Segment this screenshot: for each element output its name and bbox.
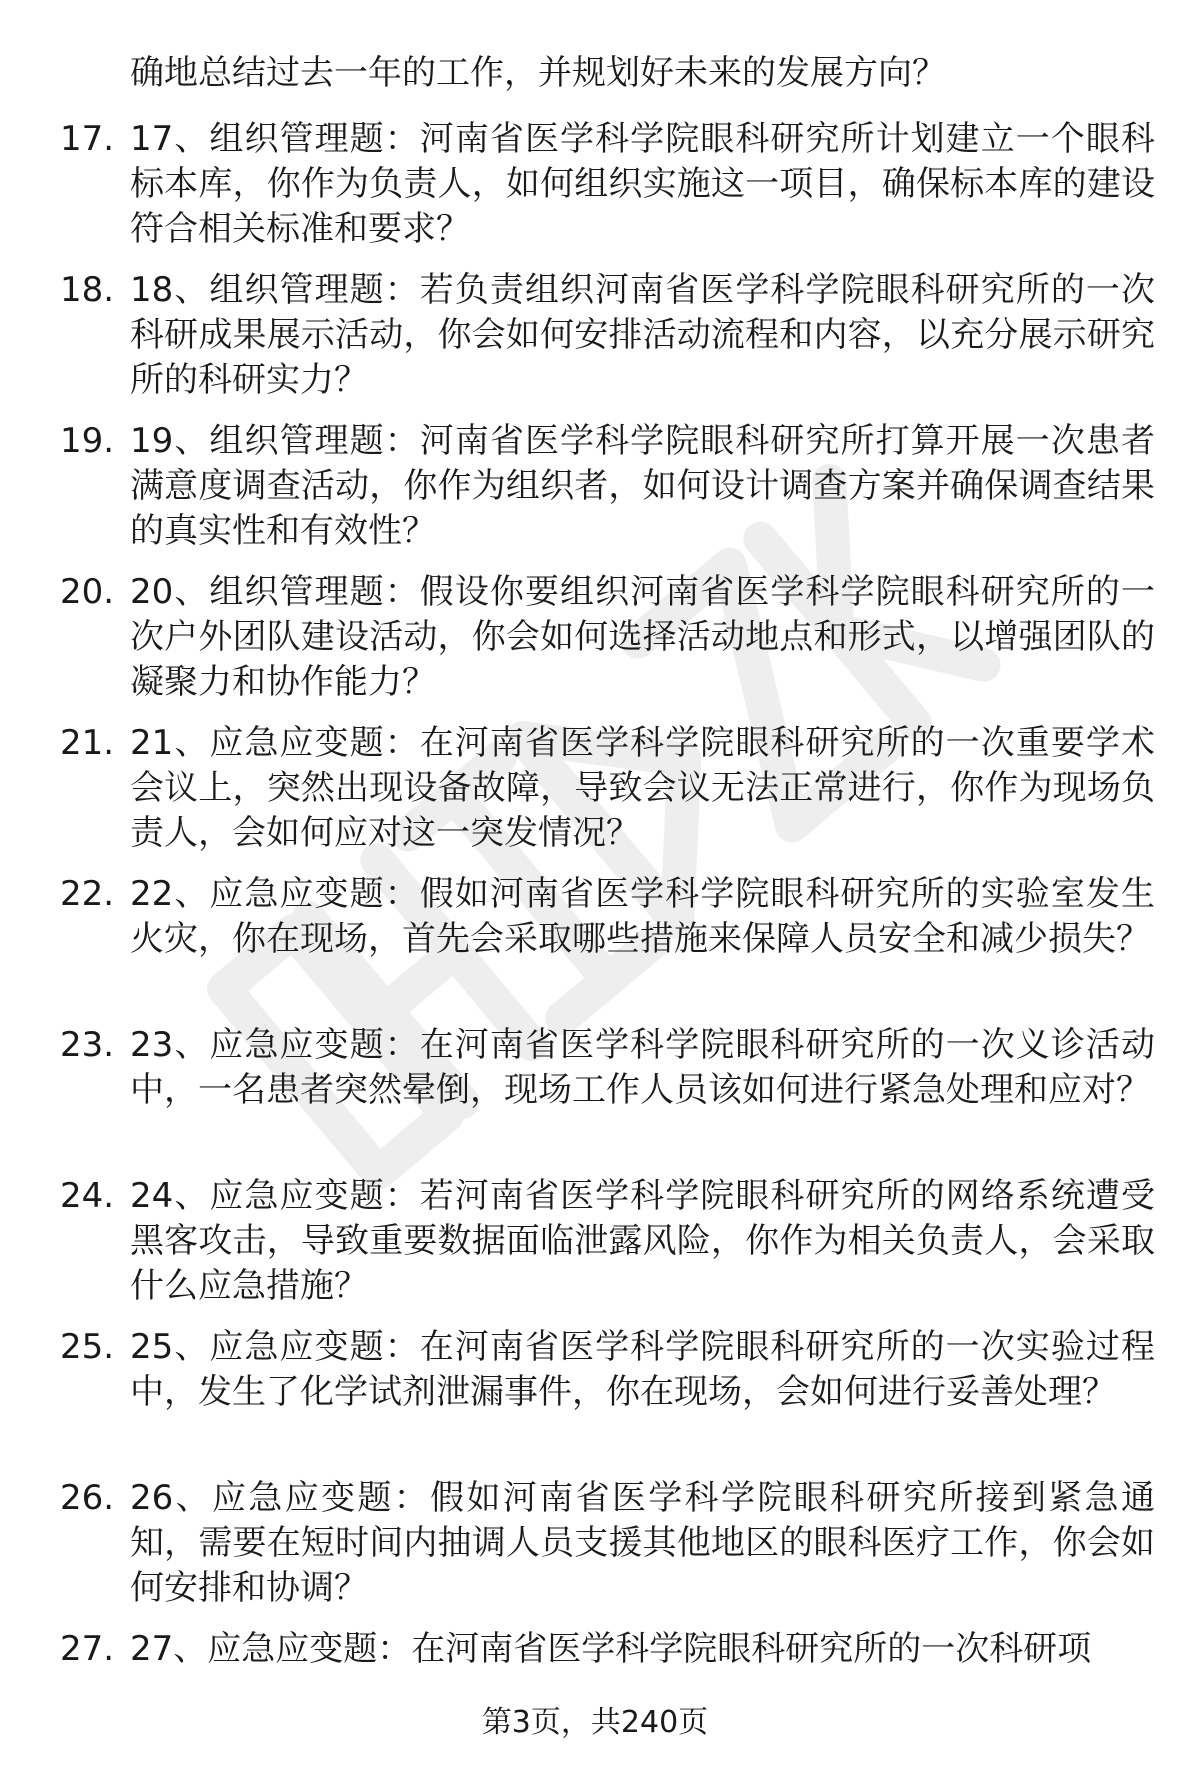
page-footer: 第3页，共240页 bbox=[481, 1705, 709, 1740]
question-number: 18. bbox=[60, 270, 115, 310]
continuation-line: 确地总结过去一年的工作，并规划好未来的发展方向？ bbox=[130, 53, 946, 93]
question-text: 20、组织管理题：假设你要组织河南省医学科学院眼科研究所的一次户外团队建设活动，你会如何选择活动地点和形式，以增强团队的凝聚力和协作能力？ bbox=[130, 572, 1155, 702]
question-number: 20. bbox=[60, 572, 115, 612]
question-text: 21、应急应变题：在河南省医学科学院眼科研究所的一次重要学术会议上，突然出现设备故障，导致会议无法正常进行，你作为现场负责人，会如何应对这一突发情况？ bbox=[130, 723, 1155, 853]
question-number: 25. bbox=[60, 1327, 115, 1367]
question-item bbox=[0, 1476, 1190, 1627]
question-number: 27. bbox=[60, 1629, 115, 1669]
question-text: 18、组织管理题：若负责组织河南省医学科学院眼科研究所的一次科研成果展示活动，你会如何安排活动流程和内容，以充分展示研究所的科研实力？ bbox=[130, 270, 1155, 400]
question-number: 19. bbox=[60, 421, 115, 461]
question-text: 17、组织管理题：河南省医学科学院眼科研究所计划建立一个眼科标本库，你作为负责人，如何组织实施这一项目，确保标本库的建设符合相关标准和要求？ bbox=[130, 119, 1155, 249]
question-number: 17. bbox=[60, 119, 115, 159]
question-text: 27、应急应变题：在河南省医学科学院眼科研究所的一次科研项 bbox=[130, 1629, 1092, 1669]
question-text: 23、应急应变题：在河南省医学科学院眼科研究所的一次义诊活动中，一名患者突然晕倒，现场工作人员该如何进行紧急处理和应对？ bbox=[130, 1025, 1155, 1110]
question-item bbox=[0, 268, 1190, 419]
question-text: 22、应急应变题：假如河南省医学科学院眼科研究所的实验室发生火灾，你在现场，首先会采取哪些措施来保障人员安全和减少损失？ bbox=[130, 874, 1155, 959]
question-item bbox=[0, 419, 1190, 570]
question-number: 23. bbox=[60, 1025, 115, 1065]
question-item bbox=[0, 1023, 1190, 1174]
question-number: 22. bbox=[60, 874, 115, 914]
question-number: 26. bbox=[60, 1478, 115, 1518]
question-number: 21. bbox=[60, 723, 115, 763]
question-item bbox=[0, 872, 1190, 1023]
question-number: 24. bbox=[60, 1176, 115, 1216]
question-text: 24、应急应变题：若河南省医学科学院眼科研究所的网络系统遭受黑客攻击，导致重要数据面临泄露风险，你作为相关负责人，会采取什么应急措施？ bbox=[130, 1176, 1155, 1306]
question-text: 26、应急应变题：假如河南省医学科学院眼科研究所接到紧急通知，需要在短时间内抽调人员支援其他地区的眼科医疗工作，你会如何安排和协调？ bbox=[130, 1478, 1155, 1608]
question-text: 25、应急应变题：在河南省医学科学院眼科研究所的一次实验过程中，发生了化学试剂泄漏事件，你在现场，会如何进行妥善处理？ bbox=[130, 1327, 1155, 1412]
question-item bbox=[0, 570, 1190, 721]
question-list bbox=[0, 117, 1190, 1778]
question-text: 19、组织管理题：河南省医学科学院眼科研究所打算开展一次患者满意度调查活动，你作为组织者，如何设计调查方案并确保调查结果的真实性和有效性？ bbox=[130, 421, 1155, 551]
question-item bbox=[0, 117, 1190, 268]
question-item bbox=[0, 1325, 1190, 1476]
question-item bbox=[0, 1174, 1190, 1325]
question-item bbox=[0, 721, 1190, 872]
